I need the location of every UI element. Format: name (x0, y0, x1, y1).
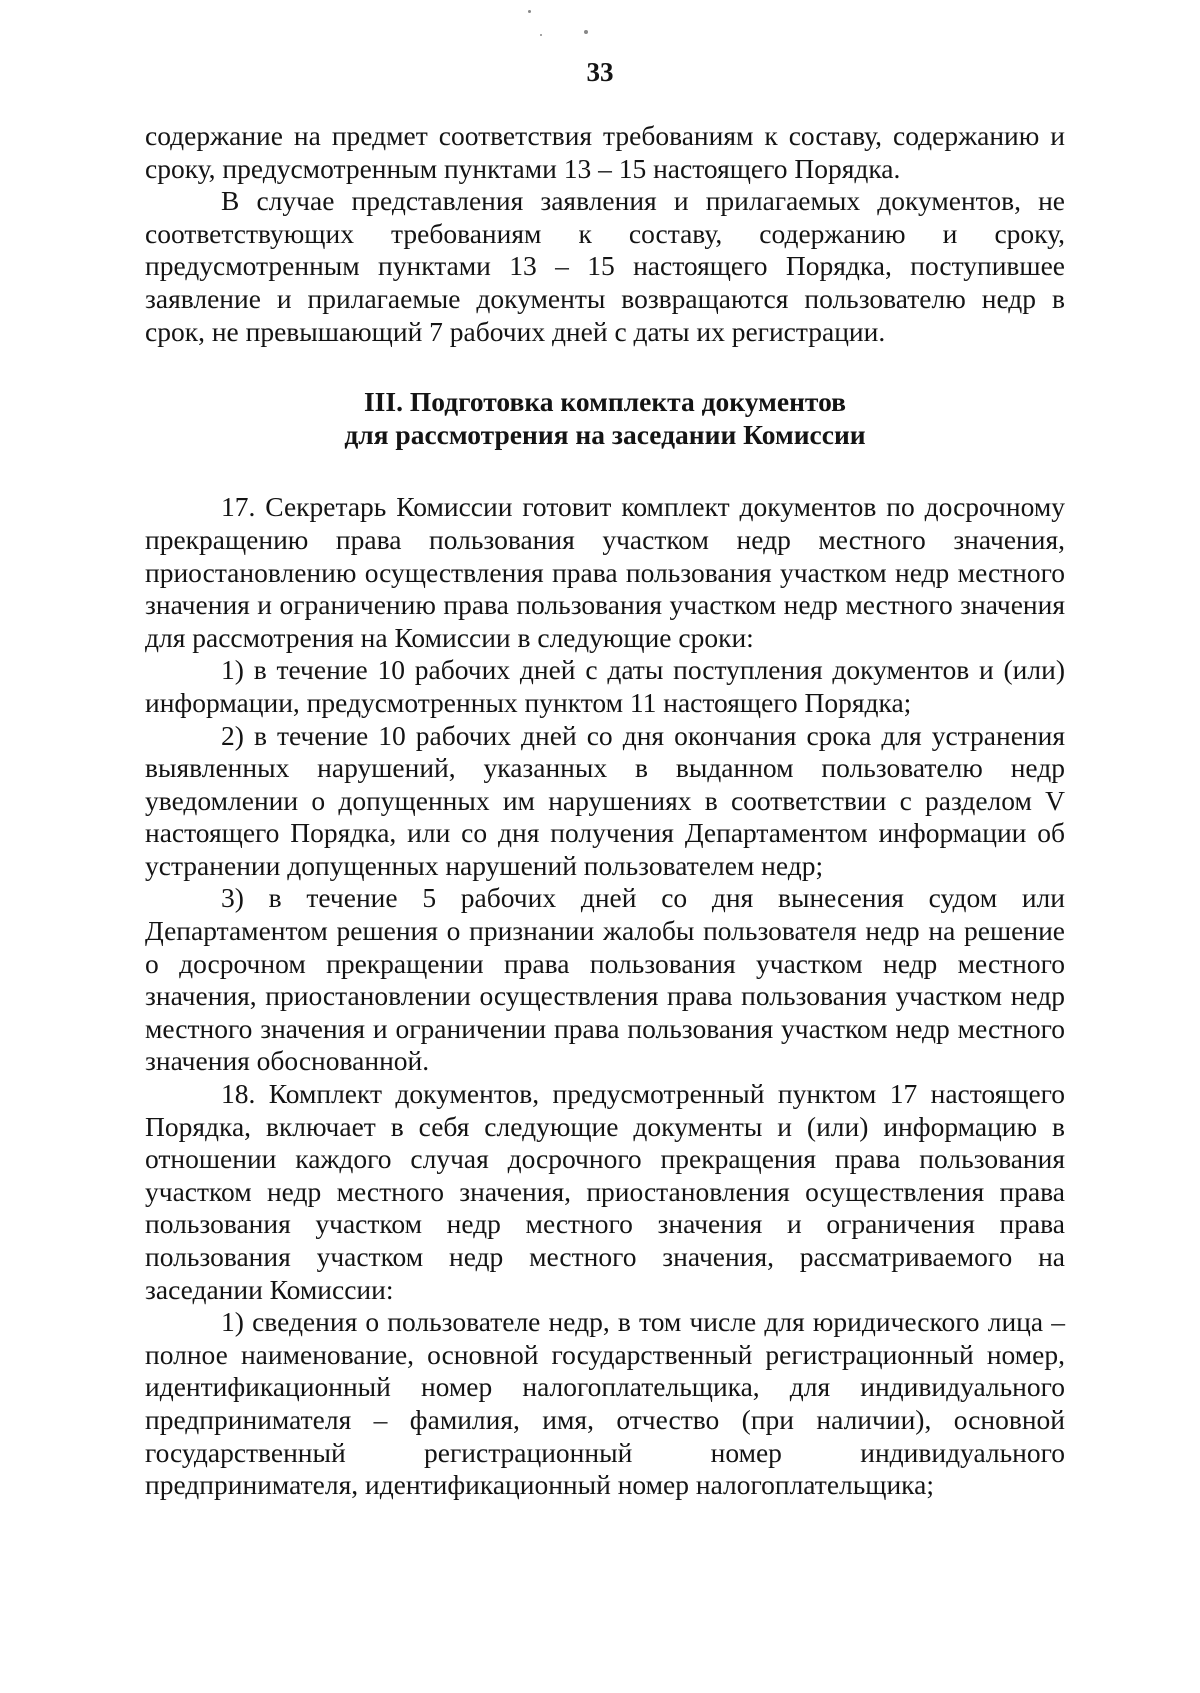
scan-speck (528, 10, 531, 13)
section-heading-line: для рассмотрения на заседании Комиссии (344, 418, 866, 450)
paragraph: содержание на предмет соответствия требованиям к составу, содержанию и сроку, предусмотренным пунктами 13 – 15 настоящего Порядка. (145, 120, 1065, 184)
section-heading (145, 386, 1065, 451)
section-heading-line: III. Подготовка комплекта документов (363, 386, 846, 418)
list-item: 3) в течение 5 рабочих дней со дня вынесения судом или Департаментом решения о признании жалобы пользователя недр на решение о досрочном прекращении права пользования участком недр местного значения, приостановлении осуществления права пользования участком недр местного значения и ограничении права пользования участком недр местного значения обоснованной. (145, 882, 1065, 1077)
paragraph: В случае представления заявления и прилагаемых документов, не соответствующих требованиям к составу, содержанию и сроку, предусмотренным пунктами 13 – 15 настоящего Порядка, поступившее заявление и прилагаемые документы возвращаются пользователю недр в срок, не превышающий 7 рабочих дней с даты их регистрации. (145, 185, 1065, 347)
page-number: 33 (586, 57, 614, 87)
list-item: 1) в течение 10 рабочих дней с даты поступления документов и (или) информации, предусмотренных пунктом 11 настоящего Порядка; (145, 654, 1065, 718)
scan-speck (540, 34, 542, 36)
list-item: 2) в течение 10 рабочих дней со дня окончания срока для устранения выявленных нарушений, указанных в выданном пользователю недр уведомлении о допущенных им нарушениях в соответствии с разделом V настоящего Порядка, или со дня получения Департаментом информации об устранении допущенных нарушений пользователем недр; (145, 719, 1065, 881)
list-item: 1) сведения о пользователе недр, в том числе для юридического лица – полное наименование, основной государственный регистрационный номер, идентификационный номер налогоплательщика, для индивидуального предпринимателя – фамилия, имя, отчество (при наличии), основной государственный регистрационный номер индивидуального предпринимателя, идентификационный номер налогоплательщика; (145, 1306, 1065, 1501)
paragraph: 17. Секретарь Комиссии готовит комплект документов по досрочному прекращению права пользования участком недр местного значения, приостановлению осуществления права пользования участком недр местного значения и ограничению права пользования участком недр местного значения для рассмотрения на Комиссии в следующие сроки: (145, 491, 1065, 653)
scan-speck (584, 30, 588, 34)
document-body (145, 120, 1065, 1502)
paragraph: 18. Комплект документов, предусмотренный пунктом 17 настоящего Порядка, включает в себя следующие документы и (или) информацию в отношении каждого случая досрочного прекращения права пользования участком недр местного значения, приостановления осуществления права пользования участком недр местного значения и ограничения права пользования участком недр местного значения, рассматриваемого на заседании Комиссии: (145, 1078, 1065, 1305)
